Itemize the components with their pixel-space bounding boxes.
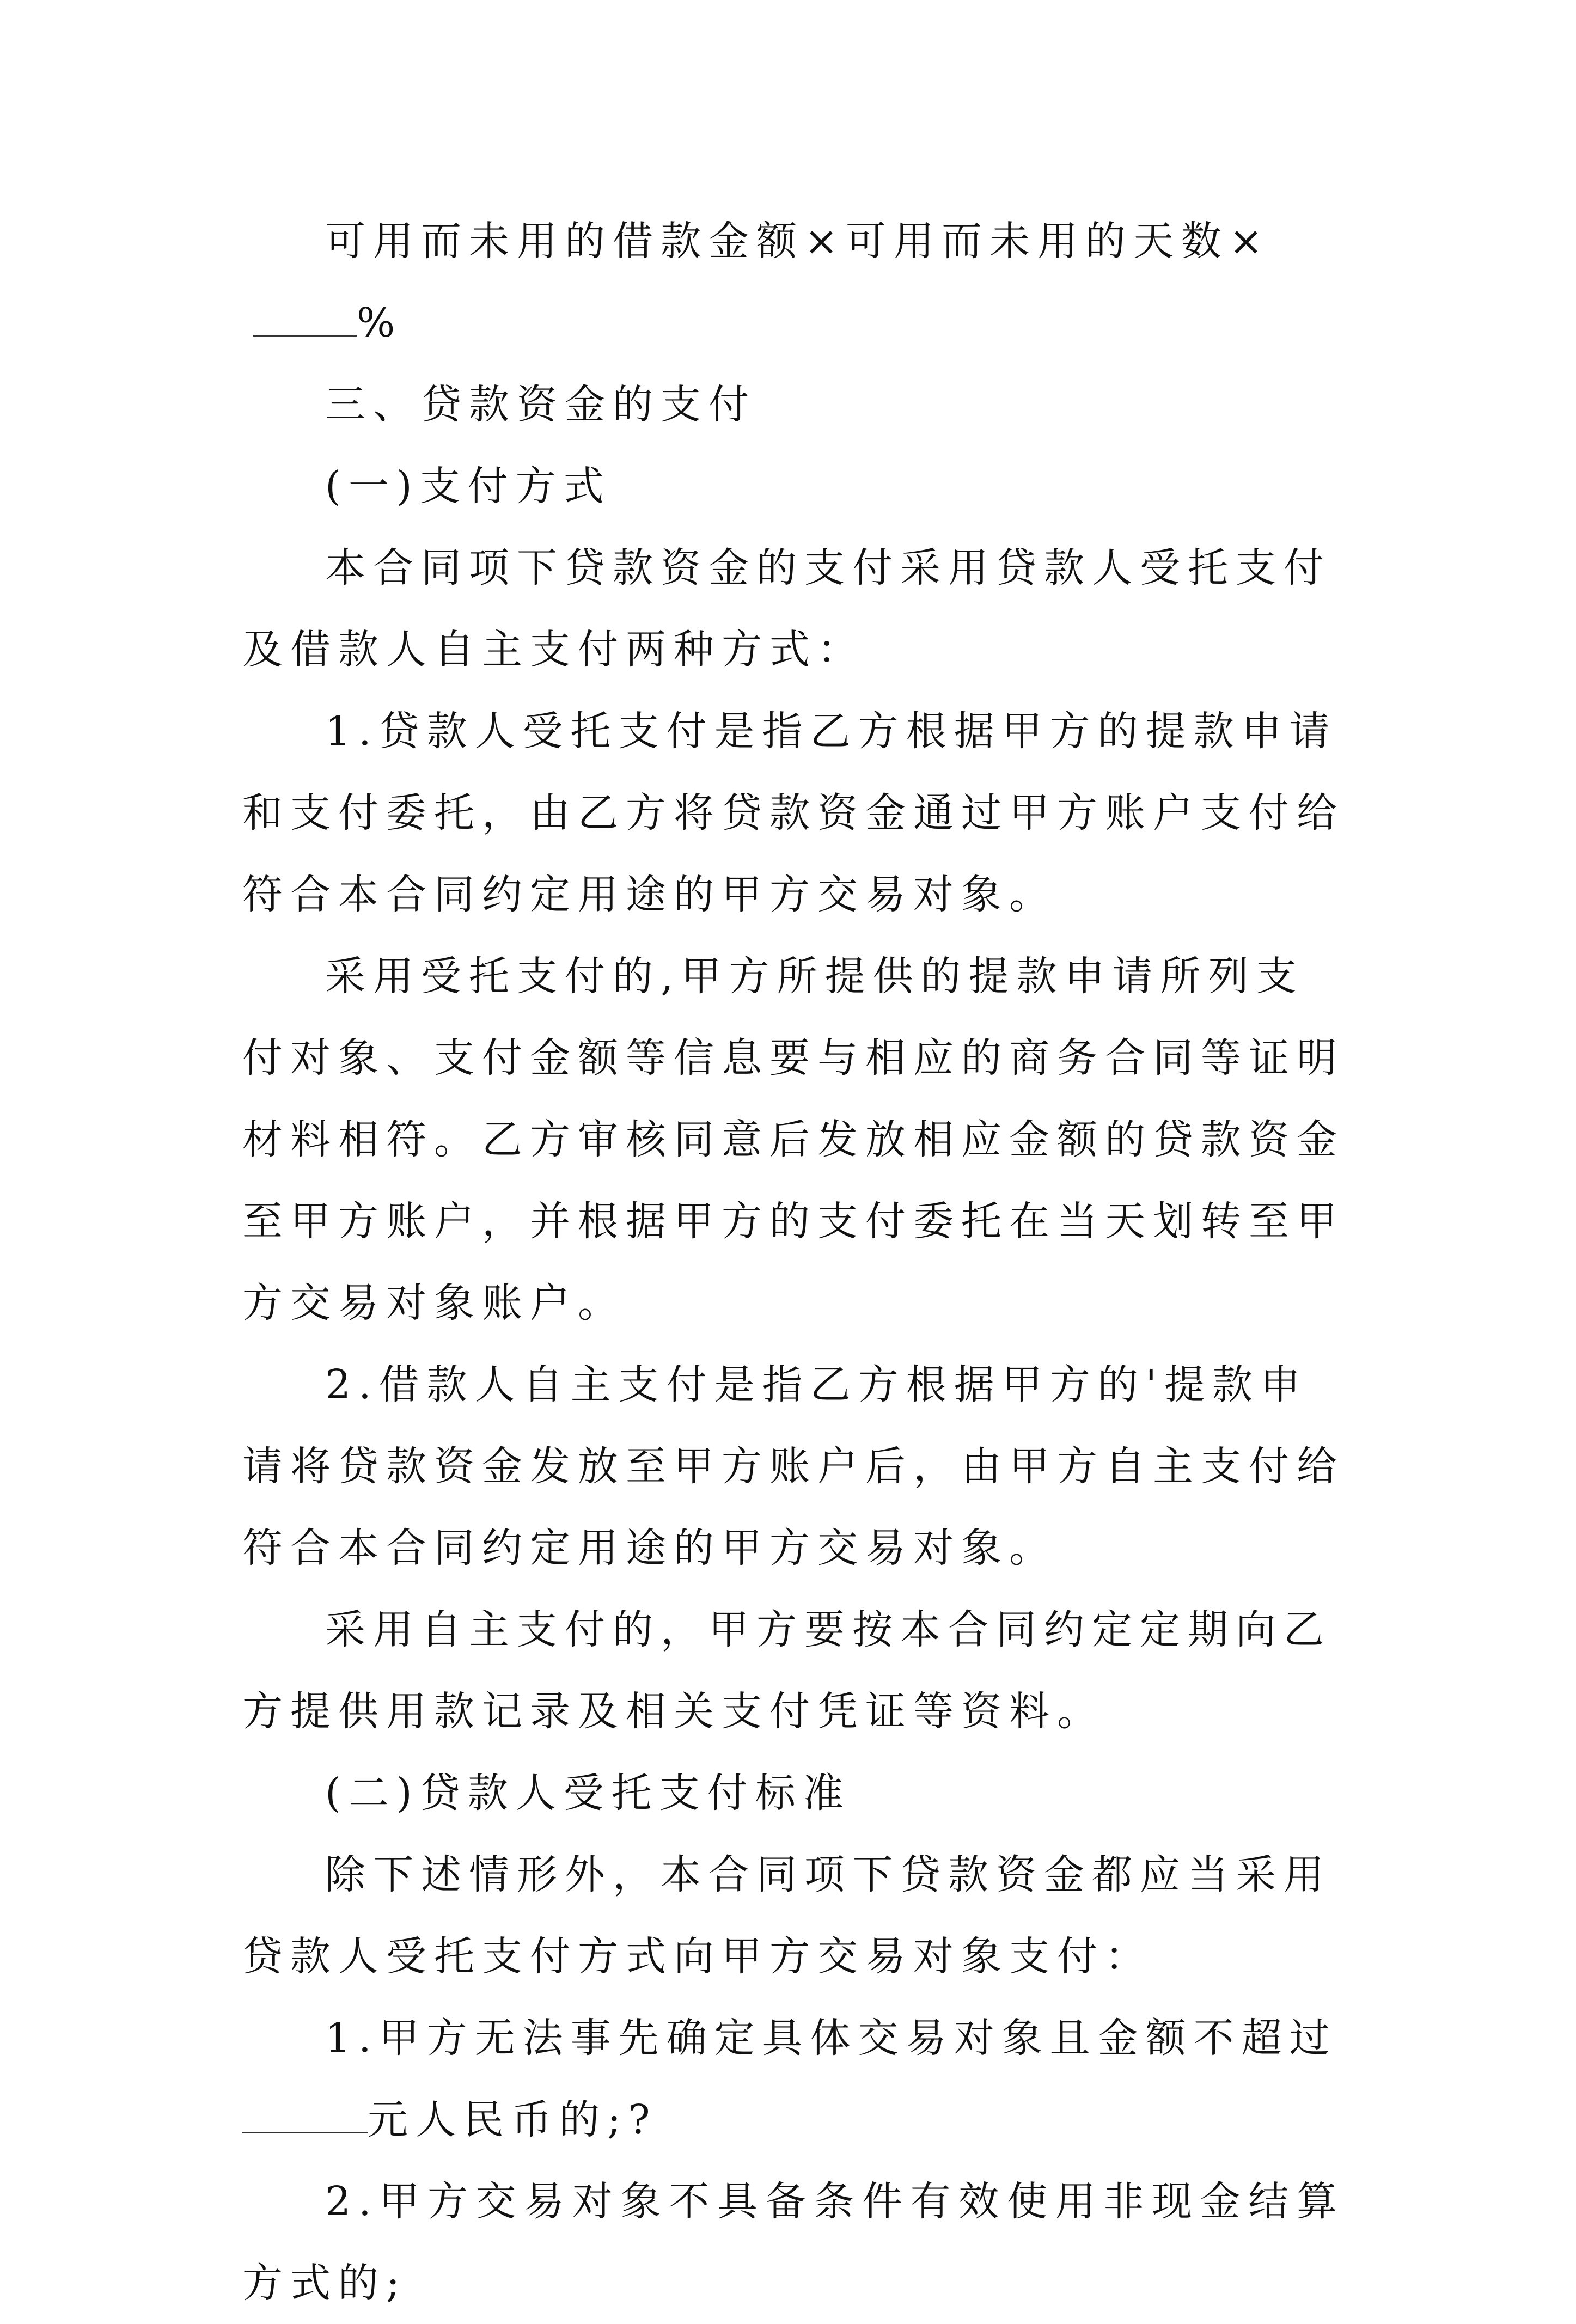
paragraph-self-payment-definition: 2.借款人自主支付是指乙方根据甲方的'提款申请将贷款资金发放至甲方账户后，由甲方自主支付给符合本合同约定用途的甲方交易对象。	[242, 1361, 1345, 1571]
paragraph-entrusted-payment-definition: 1.贷款人受托支付是指乙方根据甲方的提款申请和支付委托，由乙方将贷款资金通过甲方账户支付给符合本合同约定用途的甲方交易对象。	[242, 708, 1345, 918]
formula-text: 可用而未用的借款金额×可用而未用的天数×	[325, 218, 1271, 265]
exception-1-unit: 元人民币的;?	[368, 2096, 658, 2143]
fill-in-blank-rate	[253, 332, 357, 337]
subsection-heading-payment-method: (一)支付方式	[325, 463, 612, 510]
subsection-heading-entrusted-standard: (二)贷款人受托支付标准	[325, 1770, 851, 1817]
paragraph-payment-methods-intro: 本合同项下贷款资金的支付采用贷款人受托支付及借款人自主支付两种方式：	[242, 545, 1331, 673]
section-heading-loan-payment: 三、贷款资金的支付	[325, 381, 756, 428]
paragraph-entrusted-payment-rules: 采用受托支付的,甲方所提供的提款申请所列支付对象、支付金额等信息要与相应的商务合同等证明材料相符。乙方审核同意后发放相应金额的贷款资金至甲方账户，并根据甲方的支付委托在当天划转至甲方交易对象账户。	[242, 953, 1345, 1326]
paragraph-interest-formula	[242, 200, 1345, 364]
percent-sign: %	[357, 299, 403, 346]
paragraph-exception-2: 2.甲方交易对象不具备条件有效使用非现金结算方式的;	[242, 2178, 1345, 2307]
fill-in-blank-amount	[242, 2129, 368, 2133]
document-body	[242, 200, 1345, 2324]
exception-1-text: 1.甲方无法事先确定具体交易对象且金额不超过	[325, 2015, 1337, 2062]
paragraph-exception-1	[242, 1997, 1345, 2161]
paragraph-exceptions-intro: 除下述情形外，本合同项下贷款资金都应当采用贷款人受托支付方式向甲方交易对象支付：	[242, 1851, 1331, 1980]
paragraph-self-payment-rules: 采用自主支付的，甲方要按本合同约定定期向乙方提供用款记录及相关支付凭证等资料。	[242, 1606, 1331, 1735]
